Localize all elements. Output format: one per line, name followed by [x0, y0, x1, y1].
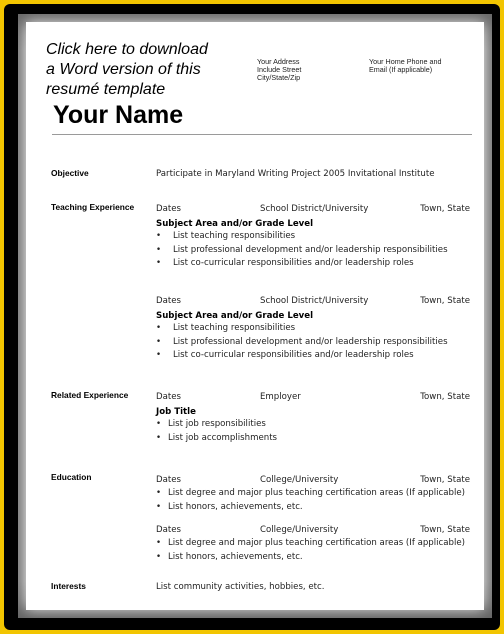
- download-word-link[interactable]: [46, 40, 246, 100]
- entry-institution: College/University: [260, 525, 339, 535]
- header-divider: [52, 134, 472, 135]
- list-item: • List co-curricular responsibilities and/or leadership roles: [156, 349, 448, 363]
- entry-location: Town, State: [420, 392, 470, 402]
- list-item: • List co-curricular responsibilities and/or leadership roles: [156, 257, 448, 271]
- entry-dates: Dates: [156, 204, 182, 214]
- entry-dates: Dates: [156, 525, 182, 535]
- entry-dates: Dates: [156, 296, 182, 306]
- section-label-teaching: Teaching Experience: [51, 202, 135, 212]
- resume-page: [26, 22, 484, 610]
- list-item: • List honors, achievements, etc.: [156, 501, 465, 515]
- entry-dates: Dates: [156, 475, 182, 485]
- list-item: • List job responsibilities: [156, 418, 277, 432]
- entry-institution: School District/University: [260, 296, 369, 306]
- entry-institution: School District/University: [260, 204, 369, 214]
- entry-employer: Employer: [260, 392, 301, 402]
- entry-location: Town, State: [420, 204, 470, 214]
- related-entry-header: [156, 392, 470, 403]
- list-item: • List professional development and/or leadership responsibilities: [156, 336, 448, 350]
- download-link-line: resumé template: [46, 81, 166, 98]
- list-item: • List degree and major plus teaching certification areas (If applicable): [156, 487, 465, 501]
- address-line: Include Street: [257, 65, 302, 74]
- list-item: • List professional development and/or leadership responsibilities: [156, 244, 448, 258]
- entry-subhead: Subject Area and/or Grade Level: [156, 219, 314, 229]
- entry-subhead: Job Title: [156, 407, 196, 417]
- address-block: [257, 58, 301, 82]
- education-bullet-list: [156, 537, 465, 564]
- education-entry-header: [156, 475, 470, 486]
- education-entry-header: [156, 525, 470, 536]
- objective-text: Participate in Maryland Writing Project 2005 Invitational Institute: [156, 169, 435, 179]
- resume-name: Your Name: [53, 101, 184, 129]
- address-line: City/State/Zip: [257, 73, 301, 82]
- entry-subhead: Subject Area and/or Grade Level: [156, 311, 314, 321]
- teaching-bullet-list: [156, 322, 448, 363]
- teaching-entry-header: [156, 296, 470, 307]
- list-item: • List degree and major plus teaching certification areas (If applicable): [156, 537, 465, 551]
- entry-location: Town, State: [420, 475, 470, 485]
- entry-location: Town, State: [420, 525, 470, 535]
- phone-line: Your Home Phone and: [369, 57, 442, 66]
- education-bullet-list: [156, 487, 465, 514]
- entry-location: Town, State: [420, 296, 470, 306]
- download-link-line: a Word version of this: [46, 61, 201, 78]
- section-label-education: Education: [51, 472, 92, 482]
- interests-text: List community activities, hobbies, etc.: [156, 582, 325, 592]
- phone-block: [369, 58, 441, 74]
- list-item: • List job accomplishments: [156, 432, 277, 446]
- teaching-entry-header: [156, 204, 470, 215]
- section-label-interests: Interests: [51, 581, 86, 591]
- address-line: Your Address: [257, 57, 300, 66]
- download-link-line: Click here to download: [46, 41, 208, 58]
- section-label-objective: Objective: [51, 168, 89, 178]
- phone-line: Email (If applicable): [369, 65, 433, 74]
- list-item: • List honors, achievements, etc.: [156, 551, 465, 565]
- teaching-bullet-list: [156, 230, 448, 271]
- entry-institution: College/University: [260, 475, 339, 485]
- list-item: • List teaching responsibilities: [156, 322, 448, 336]
- section-label-related: Related Experience: [51, 390, 129, 400]
- related-bullet-list: [156, 418, 277, 445]
- list-item: • List teaching responsibilities: [156, 230, 448, 244]
- entry-dates: Dates: [156, 392, 182, 402]
